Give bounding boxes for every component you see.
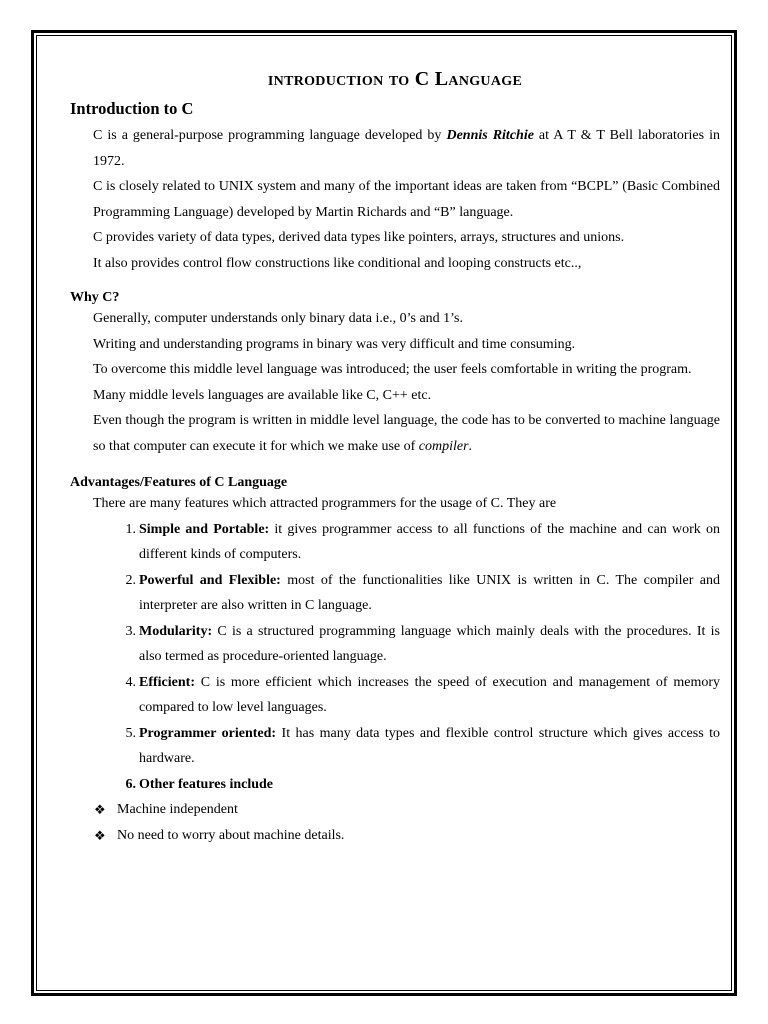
title-part-1: introduction to xyxy=(267,68,410,90)
sub-item-text: No need to worry about machine details. xyxy=(117,827,345,843)
bullet-text: C is closely related to UNIX system and many of the important ideas are taken from “BCPL” (Basic Combined Programming Language) developed by Martin Richards and “B” language. xyxy=(93,179,720,220)
document-title xyxy=(70,68,720,91)
feature-label: Powerful and Flexible: xyxy=(139,572,281,588)
bullet-text: Writing and understanding programs in binary was very difficult and time consuming. xyxy=(93,336,576,352)
bullet-text: at A T & T Bell laboratories in 1972. xyxy=(93,128,720,169)
list-item xyxy=(125,517,720,568)
section-heading-introduction: Introduction to C xyxy=(70,99,194,118)
list-item xyxy=(70,251,720,277)
item-number: 4. xyxy=(125,674,136,690)
bullet-text: To overcome this middle level language was introduced; the user feels comfortable in writing the program. xyxy=(93,362,692,377)
list-item xyxy=(70,408,720,459)
bullet-text: . xyxy=(468,438,473,454)
feature-text: It has many data types and flexible control structure which gives access to hardware. xyxy=(139,725,720,766)
feature-label: Efficient: xyxy=(139,674,195,690)
list-item xyxy=(70,332,720,358)
list-item xyxy=(125,721,720,772)
section-heading-advantages: Advantages/Features of C Language xyxy=(70,475,288,490)
title-part-3: Language xyxy=(434,68,523,90)
bullet-text: C is a general-purpose programming language developed by xyxy=(93,128,447,143)
title-part-2: C xyxy=(414,68,430,90)
list-item xyxy=(125,772,720,798)
bullet-text: It also provides control flow constructions like conditional and looping constructs etc.., xyxy=(93,255,582,271)
item-number: 6. xyxy=(125,776,136,792)
diamond-bullet-icon: ❖ xyxy=(94,802,106,817)
bullet-text: Many middle levels languages are available like C, C++ etc. xyxy=(93,387,432,403)
author-name: Dennis Ritchie xyxy=(446,128,534,143)
list-item xyxy=(70,306,720,332)
list-item xyxy=(70,357,720,383)
item-number: 3. xyxy=(125,623,136,639)
feature-text: C is more efficient which increases the speed of execution and management of memory compared to low level languages. xyxy=(139,674,720,715)
feature-label: Other features include xyxy=(139,776,274,792)
list-item xyxy=(94,823,720,849)
item-number: 1. xyxy=(125,521,136,537)
document-body xyxy=(70,68,720,848)
advantages-numbered-list xyxy=(70,517,720,798)
item-number: 2. xyxy=(125,572,136,588)
feature-label: Programmer oriented: xyxy=(139,725,277,741)
sub-item-text: Machine independent xyxy=(117,802,238,817)
emphasized-term: compiler xyxy=(418,438,469,454)
list-item xyxy=(125,670,720,721)
list-item xyxy=(70,383,720,409)
why-bullet-list xyxy=(70,306,720,459)
feature-text: most of the functionalities like UNIX is written in C. The compiler and interpreter are also written in C language. xyxy=(139,572,720,613)
feature-text: C is a structured programming language which mainly deals with the procedures. It is also termed as procedure-oriented language. xyxy=(139,623,720,664)
list-item xyxy=(70,174,720,225)
bullet-text: Even though the program is written in middle level language, the code has to be converted to machine language so that computer can execute it for which we make use of xyxy=(93,413,720,454)
section-introduction xyxy=(70,99,720,276)
section-heading-why-c: Why C? xyxy=(70,290,120,305)
section-advantages xyxy=(70,475,720,848)
feature-text: it gives programmer access to all functions of the machine and can work on different kinds of computers. xyxy=(139,521,720,562)
other-features-list xyxy=(70,797,720,848)
list-item xyxy=(70,225,720,251)
diamond-bullet-icon: ❖ xyxy=(94,827,106,843)
feature-label: Modularity: xyxy=(139,623,213,639)
section-why-c xyxy=(70,290,720,459)
intro-bullet-list xyxy=(70,123,720,276)
bullet-text: Generally, computer understands only binary data i.e., 0’s and 1’s. xyxy=(93,311,463,326)
advantages-intro: There are many features which attracted programmers for the usage of C. They are xyxy=(93,496,557,511)
list-item xyxy=(70,123,720,174)
list-item xyxy=(125,568,720,619)
item-number: 5. xyxy=(125,725,136,741)
bullet-text: C provides variety of data types, derived data types like pointers, arrays, structures and unions. xyxy=(93,230,625,245)
list-item xyxy=(125,619,720,670)
list-item xyxy=(94,797,720,823)
feature-label: Simple and Portable: xyxy=(139,521,270,537)
